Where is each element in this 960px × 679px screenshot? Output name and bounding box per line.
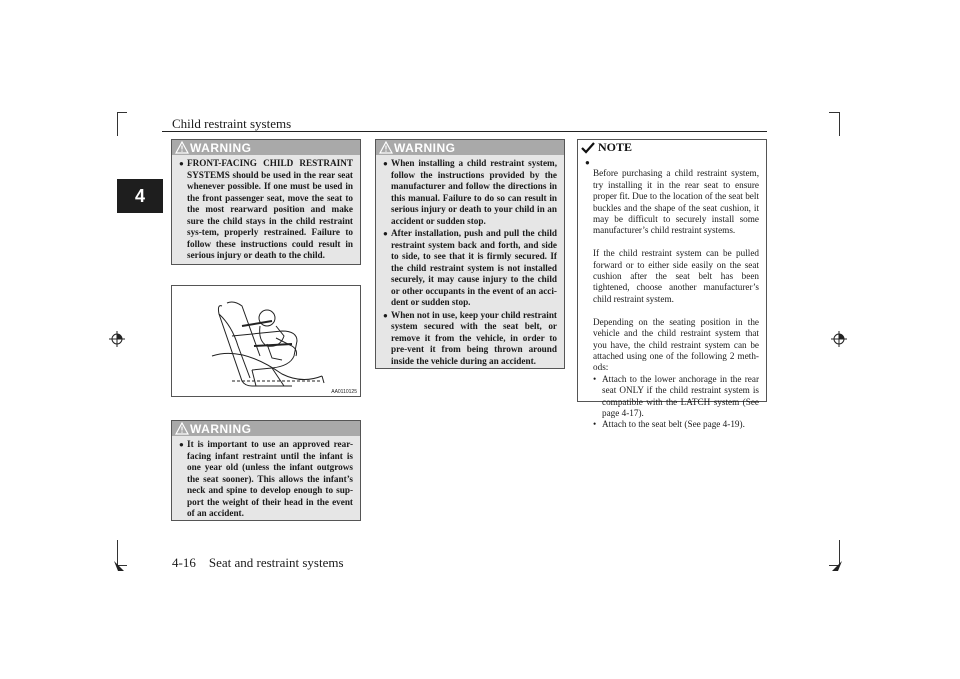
warning-item: ● It is important to use an approved rear-facing infant restraint until the infant is one year old (unless the infant outgrows the seat sooner). This allows the infant’s neck and spine to develop enough to sup-port the weight of their head in the event of an accident.: [179, 439, 353, 518]
warning-item: ● FRONT-FACING CHILD RESTRAINT SYSTEMS should be used in the rear seat whenever possible. If one must be used in the front passenger seat, move the seat to the most rearward position and make sure the child stays in the child restraint sys-tem, properly restrained. Failure to follow these instructions could result in serious injury or death to the child.: [179, 158, 353, 260]
warning-triangle-icon: [175, 141, 189, 154]
crop-mark: [829, 112, 839, 113]
note-heading: [578, 140, 766, 155]
corner-arrow-icon: [832, 561, 842, 571]
note-item: ● Before purchasing a child restraint system, try installing it in the rear seat to ensure proper fit. Due to the location of the seat belt buckles and the shape of the seat cushion, it may be difficult to securely install some manufacturer’s child restraint systems. If the child restraint system can be pulled forward or to either side easily on the seat cushion after the seat belt has been tightened, choose another manufacturer’s child restraint system. Depending on the seating position in the vehicle and the child restraint system that you have, the child restraint system can be attached using one of the following 2 meth-ods:: [585, 158, 759, 373]
registration-mark-icon: [831, 331, 847, 347]
page-footer: [172, 555, 344, 571]
warning-heading: [172, 421, 360, 436]
registration-mark-icon: [109, 331, 125, 347]
illustration-code: AA0110125: [331, 389, 357, 395]
warning-box-installation: [375, 139, 565, 369]
warning-label: WARNING: [394, 140, 456, 155]
note-paragraph: Depending on the seating position in the vehicle and the child restraint system that you have, the child restraint system can be attached using one of the following 2 meth-ods:: [593, 316, 759, 373]
warning-label: WARNING: [190, 421, 252, 436]
warning-box-front-facing: [171, 139, 361, 265]
note-label: NOTE: [598, 140, 633, 154]
section-title: Seat and restraint systems: [208, 555, 344, 570]
note-check-icon: [581, 142, 595, 154]
warning-item: ● After installation, push and pull the child restraint system back and forth, and side to side, to see that it is firmly secured. If the child restraint system is not installed securely, it may cause injury to the child or other occupants in the event of an acci-dent or sudden stop.: [383, 228, 557, 307]
corner-arrow-icon: [114, 561, 124, 571]
crop-mark: [839, 112, 840, 136]
child-seat-illustration: [171, 285, 361, 397]
note-paragraph: Before purchasing a child restraint system, try installing it in the rear seat to ensure proper fit. Due to the location of the seat belt buckles and the shape of the seat cushion, it may be difficult to securely install some manufacturer’s child restraint systems.: [593, 168, 759, 236]
warning-box-rear-facing: [171, 420, 361, 521]
note-sub-item: • Attach to the seat belt (See page 4-19).: [593, 419, 745, 430]
note-sub-item: • Attach to the lower anchorage in the rear seat ONLY if the child restraint system is compatible with the LATCH system (See page 4-17).: [593, 373, 759, 418]
note-box: [577, 139, 767, 430]
page-number: 4-16: [172, 555, 196, 570]
warning-heading: [172, 140, 360, 155]
chapter-tab: 4: [117, 179, 163, 213]
warning-item: ● When installing a child restraint system, follow the instructions provided by the manufacturer and follow the directions in this manual. Failure to do so can result in serious injury or death to your child in an accident or sudden stop.: [383, 158, 557, 226]
crop-mark: [117, 112, 118, 136]
crop-mark: [117, 112, 127, 113]
warning-triangle-icon: [175, 422, 189, 435]
header-rule: [162, 131, 767, 132]
warning-item: ● When not in use, keep your child restraint system secured with the seat belt, or remove it from the vehicle, in order to pre-vent it from being thrown around inside the vehicle during an accident.: [383, 309, 557, 366]
warning-label: WARNING: [190, 140, 252, 155]
note-paragraph: If the child restraint system can be pulled forward or to either side easily on the seat cushion after the seat belt has been tightened, choose another manufacturer’s child restraint system.: [593, 248, 759, 304]
page-header-title: Child restraint systems: [172, 116, 292, 131]
warning-triangle-icon: [379, 141, 393, 154]
warning-heading: [376, 140, 564, 155]
child-seat-illustration-icon: [172, 286, 360, 396]
